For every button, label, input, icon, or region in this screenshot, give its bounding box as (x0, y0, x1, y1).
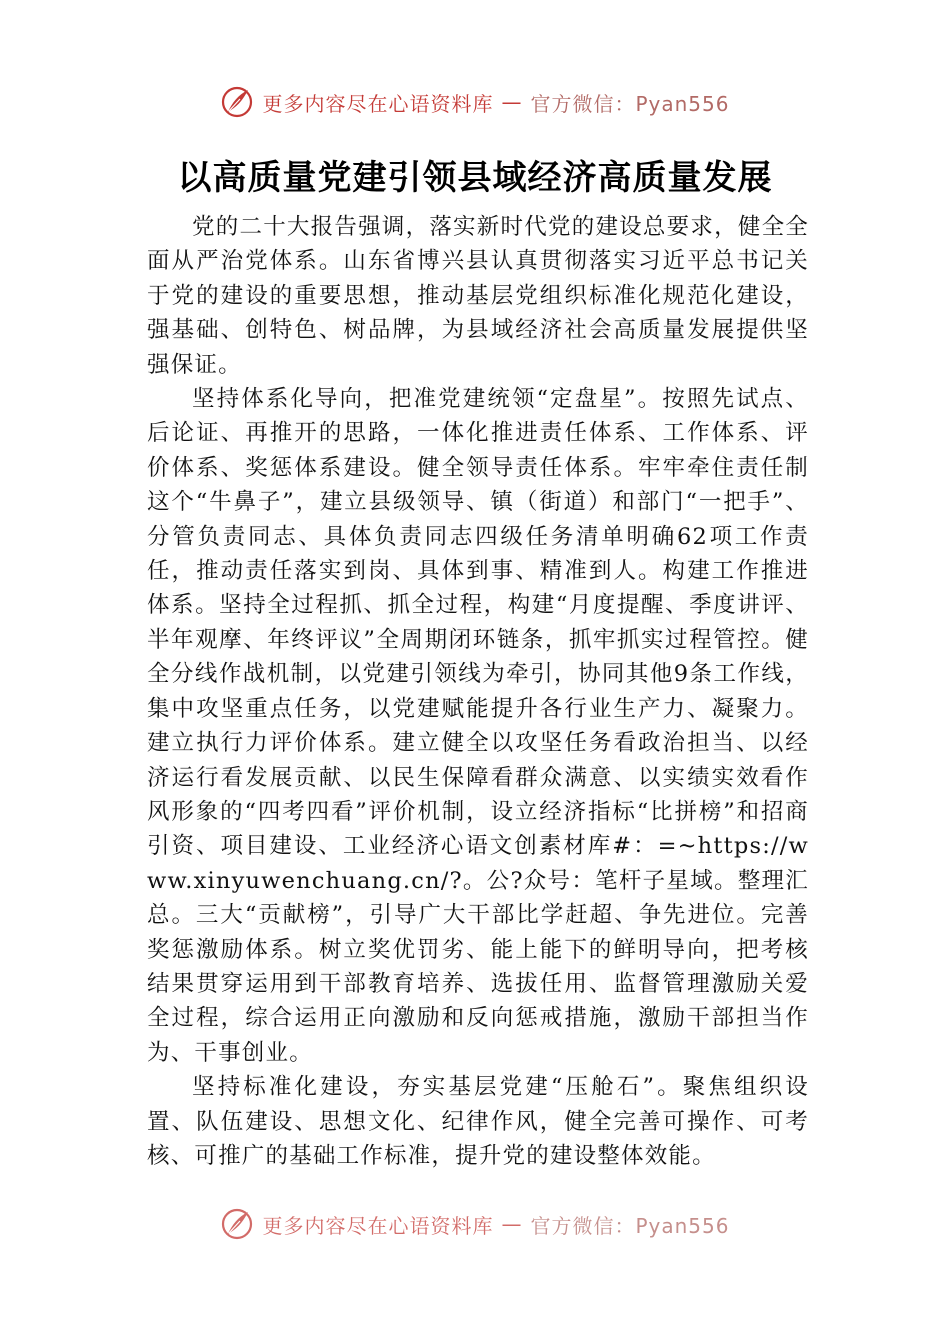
paragraph: 党的二十大报告强调，落实新时代党的建设总要求，健全全面从严治党体系。山东省博兴县认真贯彻落实习近平总书记关于党的建设的重要思想，推动基层党组织标准化规范化建设，强基础、创特色、树品牌，为县域经济社会高质量发展提供坚强保证。 (147, 214, 809, 378)
watermark-text: 更多内容尽在心语资料库 (262, 1213, 494, 1238)
paragraph: 坚持标准化建设，夯实基层党建“压舱石”。聚焦组织设置、队伍建设、思想文化、纪律作风，健全完善可操作、可考核、可推广的基础工作标准，提升党的建设整体效能。 (147, 1074, 809, 1169)
quill-pen-logo-icon (220, 1207, 254, 1241)
watermark-wechat: 官方微信：Pyan556 (530, 1213, 730, 1238)
document-title: 以高质量党建引领县域经济高质量发展 (177, 158, 773, 198)
document-body (147, 210, 809, 1173)
watermark-dash: — (501, 90, 523, 114)
paragraph: 坚持体系化导向，把准党建统领“定盘星”。按照先试点、后论证、再推开的思路，一体化推进责任体系、工作体系、评价体系、奖惩体系建设。健全领导责任体系。牢牢牵住责任制这个“牛鼻子”，建立县级领导、镇（街道）和部门“一把手”、分管负责同志、具体负责同志四级任务清单明确62项工作责任，推动责任落实到岗、具体到事、精准到人。构建工作推进体系。坚持全过程抓、抓全过程，构建“月度提醒、季度讲评、半年观摩、年终评议”全周期闭环链条，抓牢抓实过程管控。健全分线作战机制，以党建引领线为牵引，协同其他9条工作线，集中攻坚重点任务，以党建赋能提升各行业生产力、凝聚力。建立执行力评价体系。建立健全以攻坚任务看政治担当、以经济运行看发展贡献、以民生保障看群众满意、以实绩实效看作风形象的“四考四看”评价机制，设立经济指标“比拼榜”和招商引资、项目建设、工业经济心语文创素材库#：=~https://www.xinyuwenchuang.cn/?。公?众号：笔杆子星域。整理汇总。三大“贡献榜”，引导广大干部比学赶超、争先进位。完善奖惩激励体系。树立奖优罚劣、能上能下的鲜明导向，把考核结果贯穿运用到干部教育培养、选拔任用、监督管理激励关爱全过程，综合运用正向激励和反向惩戒措施，激励干部担当作为、干事创业。 (147, 386, 809, 1066)
watermark-text: 更多内容尽在心语资料库 (262, 91, 494, 116)
watermark-footer (0, 1204, 950, 1244)
watermark-wechat: 官方微信：Pyan556 (530, 91, 730, 116)
quill-pen-logo-icon (220, 85, 254, 119)
watermark-dash: — (501, 1212, 523, 1236)
watermark-header (0, 82, 950, 122)
